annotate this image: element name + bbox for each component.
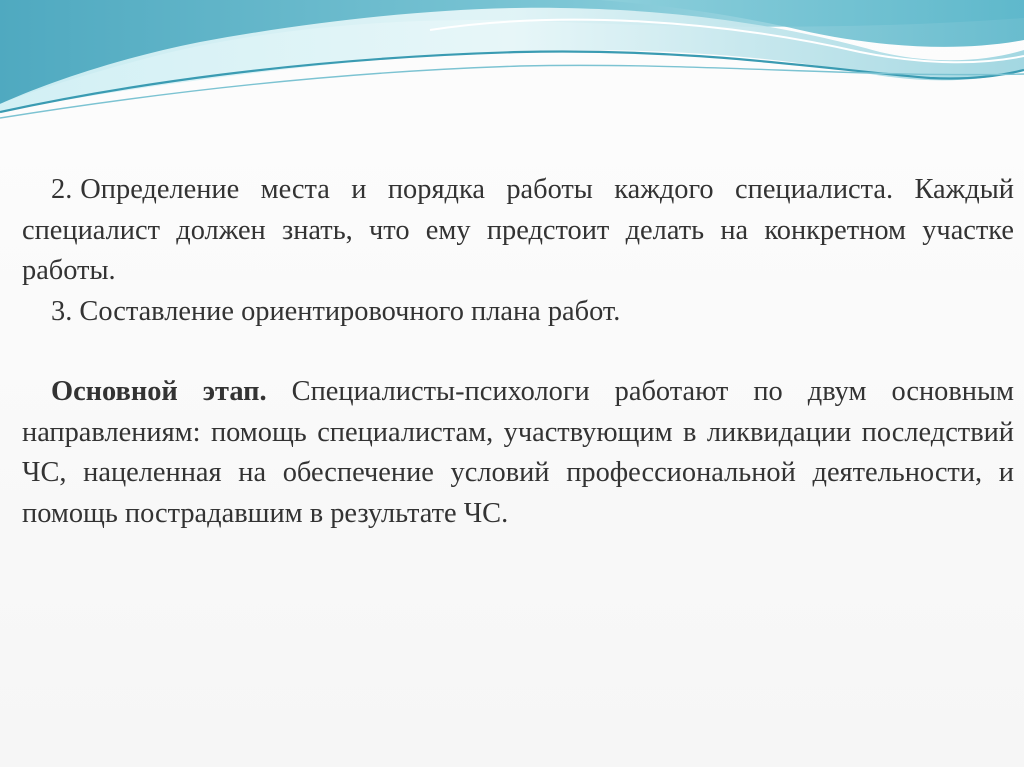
slide-body xyxy=(22,170,1014,534)
main-stage-paragraph xyxy=(22,372,1014,534)
item-3-paragraph: 3. Составление ориентировочного плана работ. xyxy=(51,295,621,327)
main-stage-text: Специалисты-психологи работают по двум основным направлениям: помощь специалистам, участвующим в ликвидации последствий ЧС, нацеленная на обеспечение условий профессиональной деятельности, и помощь пострадавшим в результате ЧС. xyxy=(22,376,1014,529)
item-2-paragraph xyxy=(22,170,1014,292)
main-stage-heading: Основной этап. xyxy=(51,376,267,407)
decorative-wave-header xyxy=(0,0,1024,130)
item-2-number: 2. xyxy=(51,174,73,205)
paragraph-gap xyxy=(22,332,1014,372)
item-2-text: Определение места и порядка работы каждого специалиста. Каждый специалист должен знать, что ему предстоит делать на конкретном участке работы. xyxy=(22,174,1014,286)
